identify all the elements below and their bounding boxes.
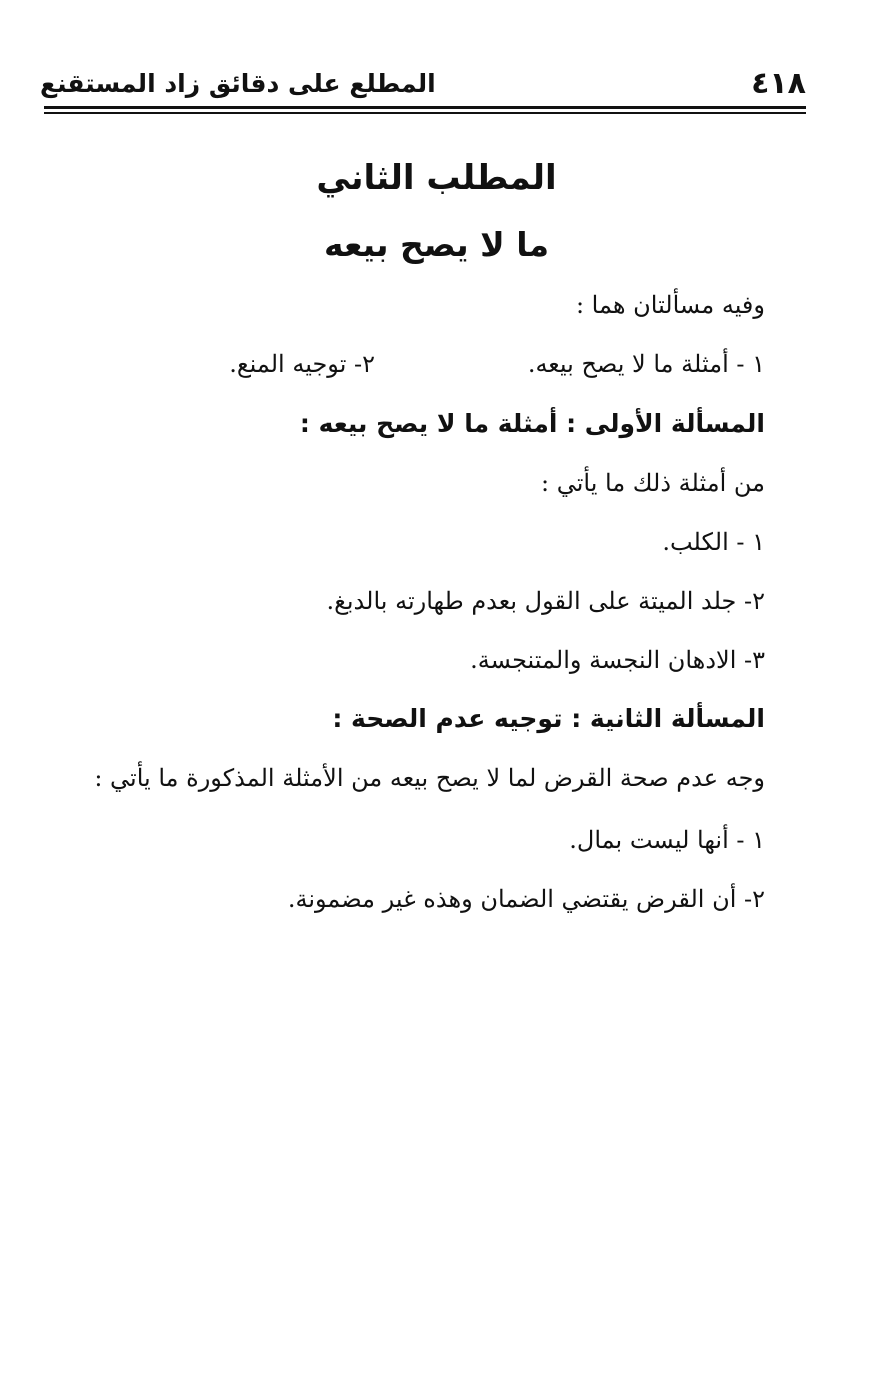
list-item: ١ - أنها ليست بمال. [569, 826, 765, 854]
topic-item: ١ - أمثلة ما لا يصح بيعه. [527, 350, 765, 378]
intro-paragraph: وفيه مسألتان هما : [575, 291, 765, 319]
list-item: ٣- الادهان النجسة والمتنجسة. [470, 646, 765, 674]
list-item: ١ - الكلب. [662, 528, 765, 556]
header-rule [44, 106, 806, 114]
issue-paragraph: من أمثلة ذلك ما يأتي : [540, 469, 765, 497]
running-header [40, 62, 806, 106]
page-number: ٤١٨ [751, 66, 806, 101]
issue-paragraph: وجه عدم صحة القرض لما لا يصح بيعه من الأمثلة المذكورة ما يأتي : [94, 764, 765, 792]
list-item: ٢- أن القرض يقتضي الضمان وهذه غير مضمونة. [287, 885, 765, 913]
issue-heading: المسألة الثانية : توجيه عدم الصحة : [332, 704, 765, 733]
section-title: المطلب الثاني [316, 158, 557, 198]
section-subtitle: ما لا يصح بيعه [323, 225, 550, 264]
book-title: المطلع على دقائق زاد المستقنع [40, 69, 436, 98]
issue-heading: المسألة الأولى : أمثلة ما لا يصح بيعه : [299, 409, 765, 438]
topics-row [155, 344, 765, 384]
list-item: ٢- جلد الميتة على القول بعدم طهارته بالدبغ. [326, 587, 765, 615]
topic-item: ٢- توجيه المنع. [229, 350, 375, 378]
